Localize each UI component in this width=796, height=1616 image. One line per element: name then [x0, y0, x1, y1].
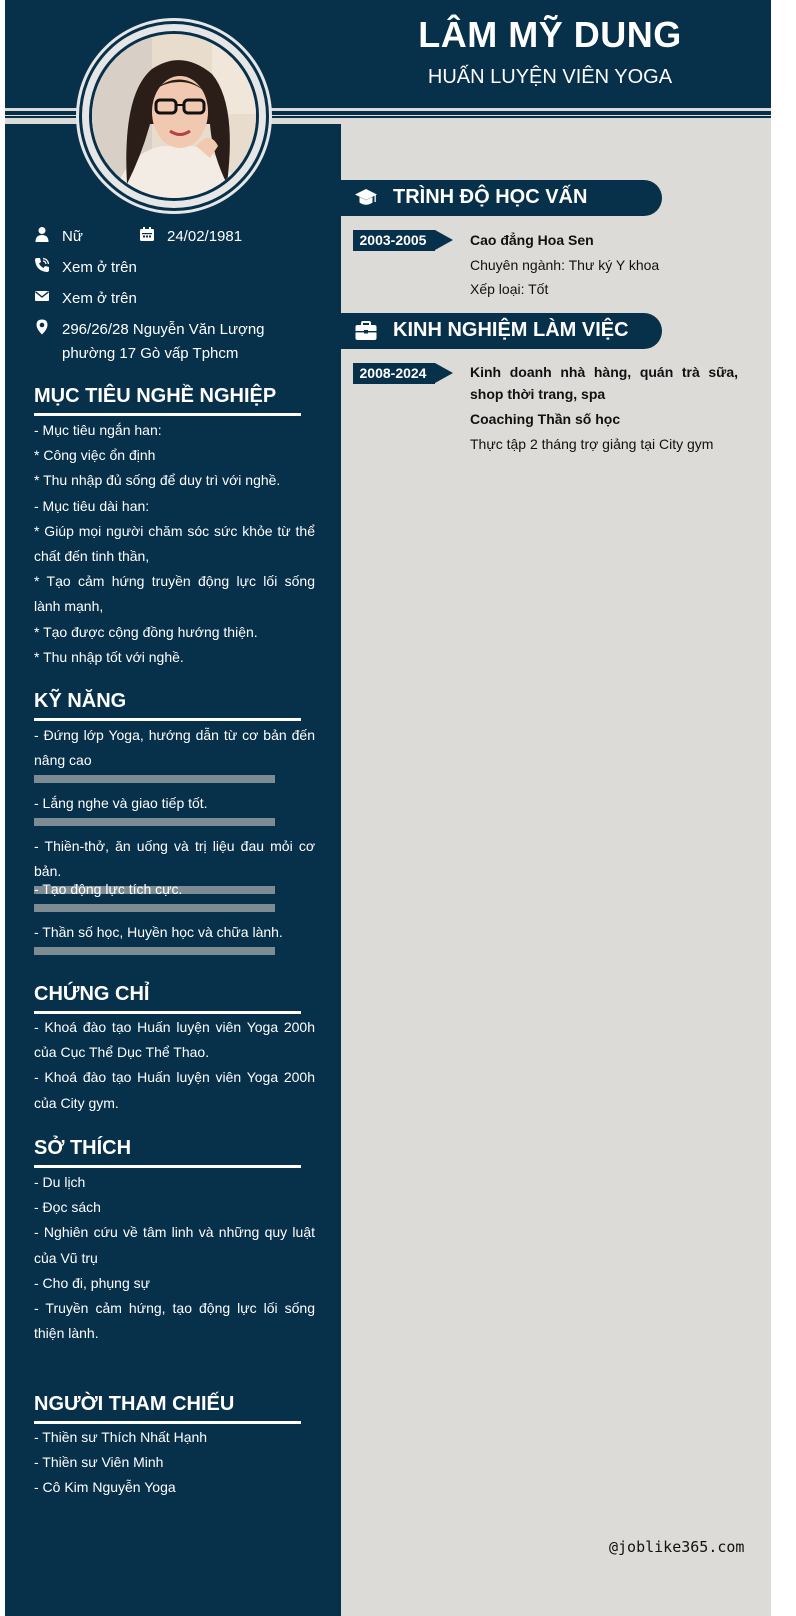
hobbies-rule — [34, 1165, 301, 1168]
hobby-line: - Du lịch — [34, 1174, 86, 1190]
address-line-1: 296/26/28 Nguyễn Văn Lượng — [62, 321, 265, 338]
watermark: @joblike365.com — [609, 1538, 745, 1556]
reference-line: - Thiền sư Thích Nhất Hạnh — [34, 1429, 208, 1445]
experience-period-tag — [353, 363, 453, 384]
graduation-cap-icon — [354, 186, 378, 210]
references-title: NGƯỜI THAM CHIẾU — [34, 1393, 235, 1415]
avatar-photo — [92, 34, 259, 201]
envelope-icon — [34, 288, 50, 304]
skill-label: - Đứng lớp Yoga, hướng dẫn từ cơ bản đến nâng cao — [34, 727, 315, 768]
calendar-icon — [139, 226, 155, 242]
reference-line: - Cô Kim Nguyễn Yoga — [34, 1479, 176, 1496]
objective-line: * Thu nhập đủ sống để duy trì với nghề. — [34, 472, 281, 489]
hobbies-text — [34, 1170, 315, 1346]
hobby-line: - Truyền cảm hứng, tạo động lực lối sống thiện lành. — [34, 1300, 315, 1342]
certificate-line: - Khoá đào tạo Huấn luyện viên Yoga 200h của City gym. — [34, 1069, 315, 1111]
education-header — [341, 180, 662, 216]
skill-item — [34, 723, 315, 783]
skill-item — [34, 920, 315, 955]
objective-line: * Tạo được cộng đồng hướng thiện. — [34, 623, 258, 640]
education-grade: Xếp loại: Tốt — [470, 281, 549, 297]
skill-bar — [34, 775, 275, 783]
birthday-value: 24/02/1981 — [167, 228, 243, 245]
email-value: Xem ở trên — [62, 290, 137, 307]
skill-label: - Tạo động lực tích cực. — [34, 881, 183, 897]
job-title: HUẤN LUYỆN VIÊN YOGA — [427, 66, 673, 88]
experience-company: Coaching Thần số học — [470, 411, 621, 427]
skill-bar — [34, 818, 275, 826]
address-value — [62, 318, 265, 366]
certificates-rule — [34, 1011, 301, 1014]
references-rule — [34, 1421, 301, 1424]
experience-period: 2008-2024 — [359, 365, 427, 381]
references-text — [34, 1425, 315, 1501]
objective-line: * Thu nhập tốt với nghề. — [34, 648, 184, 665]
cv-page — [5, 0, 771, 1616]
certificates-title: CHỨNG CHỈ — [34, 983, 150, 1005]
education-school: Cao đẳng Hoa Sen — [470, 232, 594, 248]
objective-line: * Tạo cảm hứng truyền động lực lối sống lành mạnh, — [34, 573, 315, 615]
objective-rule — [34, 413, 301, 416]
objective-line: * Công việc ổn định — [34, 447, 156, 464]
hobby-line: - Cho đi, phụng sự — [34, 1274, 150, 1291]
certificates-text — [34, 1015, 315, 1116]
gender-value: Nữ — [62, 228, 83, 245]
skill-label: - Thần số học, Huyền học và chữa lành. — [34, 924, 283, 940]
experience-entry — [470, 361, 738, 456]
objective-line: * Giúp mọi người chăm sóc sức khỏe từ thể chất đến tinh thần, — [34, 522, 315, 565]
skill-bar — [34, 904, 275, 912]
hobby-line: - Đọc sách — [34, 1199, 101, 1216]
certificate-line: - Khoá đào tạo Huấn luyện viên Yoga 200h của Cục Thể Dục Thể Thao. — [34, 1019, 315, 1061]
address-row — [34, 318, 324, 368]
briefcase-icon — [354, 319, 378, 343]
experience-title: KINH NGHIỆM LÀM VIỆC — [393, 319, 629, 341]
objective-text — [34, 418, 315, 670]
objective-title: MỤC TIÊU NGHỀ NGHIỆP — [34, 385, 277, 407]
skill-bar — [34, 947, 275, 955]
skill-item — [34, 791, 315, 826]
avatar — [89, 31, 259, 201]
experience-header — [341, 313, 662, 349]
education-period: 2003-2005 — [359, 232, 427, 248]
candidate-name: LÂM MỸ DUNG — [418, 14, 682, 55]
skill-label: - Thiền-thở, ăn uống và trị liệu đau mỏi cơ bản. — [34, 838, 315, 879]
skill-item — [34, 877, 315, 912]
person-icon — [34, 226, 50, 242]
hobbies-title: SỞ THÍCH — [34, 1137, 132, 1159]
location-pin-icon — [34, 319, 50, 335]
education-entry — [470, 228, 738, 302]
hobby-line: - Nghiên cứu về tâm linh và những quy luật của Vũ trụ — [34, 1224, 315, 1266]
skills-title: KỸ NĂNG — [34, 690, 127, 712]
address-line-2: phường 17 Gò vấp Tphcm — [62, 345, 239, 362]
skill-label: - Lắng nghe và giao tiếp tốt. — [34, 795, 208, 811]
phone-value: Xem ở trên — [62, 259, 137, 276]
education-title: TRÌNH ĐỘ HỌC VẤN — [393, 186, 588, 208]
skills-rule — [34, 718, 301, 721]
reference-line: - Thiền sư Viên Minh — [34, 1454, 164, 1471]
objective-line: - Mục tiêu ngắn han: — [34, 422, 162, 438]
phone-icon — [34, 257, 50, 273]
experience-position: Kinh doanh nhà hàng, quán trà sữa, shop thời trang, spa — [470, 364, 738, 402]
objective-line: - Mục tiêu dài han: — [34, 497, 150, 514]
experience-detail: Thực tập 2 tháng trợ giảng tại City gym — [470, 435, 714, 452]
education-major: Chuyên ngành: Thư ký Y khoa — [470, 256, 660, 273]
education-period-tag — [353, 230, 453, 251]
